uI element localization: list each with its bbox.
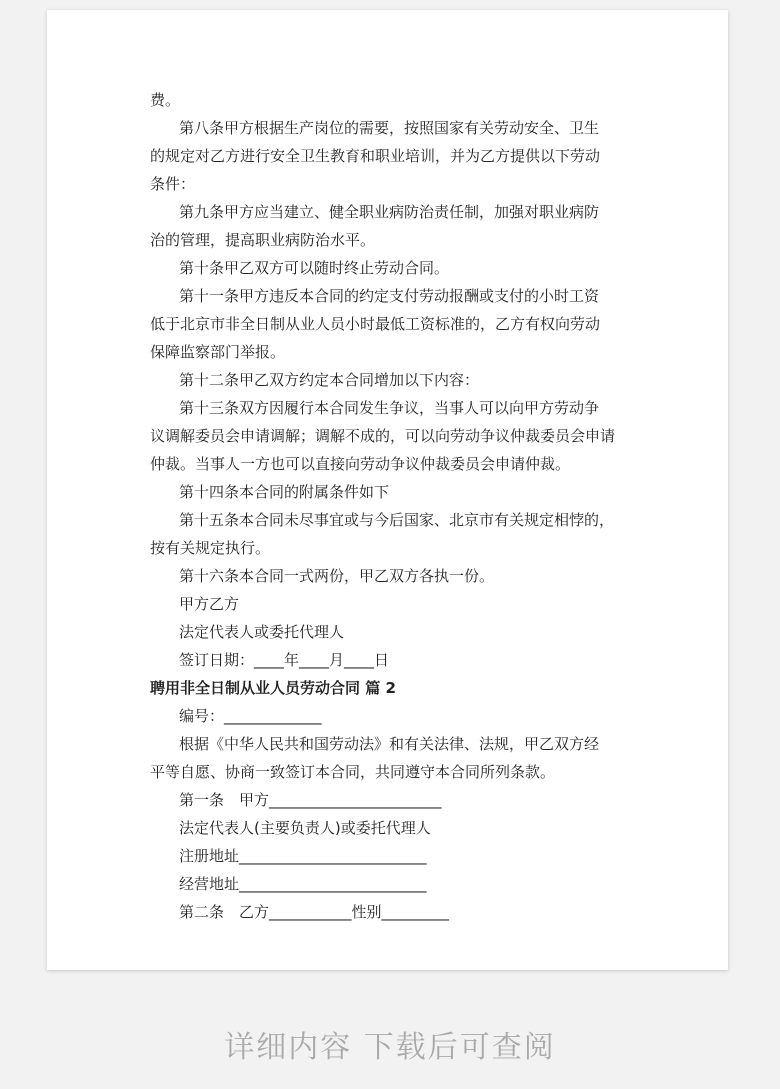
document-line: 编号：_____________ [179,707,322,725]
section-title: 聘用非全日制从业人员劳动合同 篇 2 [150,679,396,697]
document-line: 平等自愿、协商一致签订本合同，共同遵守本合同所列条款。 [150,763,556,781]
document-line: 费。 [150,91,181,109]
document-line: 第八条甲方根据生产岗位的需要，按照国家有关劳动安全、卫生 [179,119,600,137]
document-line: 第十一条甲方违反本合同的约定支付劳动报酬或支付的小时工资 [179,287,600,305]
document-line: 按有关规定执行。 [150,539,271,557]
document-line: 第十条甲乙双方可以随时终止劳动合同。 [179,259,450,277]
document-line: 第二条 乙方___________性别_________ [179,903,450,921]
document-line: 的规定对乙方进行安全卫生教育和职业培训，并为乙方提供以下劳动 [150,147,601,165]
document-line: 第十四条本合同的附属条件如下 [179,483,390,501]
document-line: 第九条甲方应当建立、健全职业病防治责任制，加强对职业病防 [179,203,600,221]
document-line: 第十五条本合同未尽事宜或与今后国家、北京市有关规定相悖的， [179,511,615,529]
document-line: 第十三条双方因履行本合同发生争议，当事人可以向甲方劳动争 [179,399,600,417]
document-line: 签订日期：____年____月____日 [179,651,390,669]
document-line: 低于北京市非全日制从业人员小时最低工资标准的，乙方有权向劳动 [150,315,601,333]
document-line: 甲方乙方 [179,595,240,613]
document-line: 治的管理，提高职业病防治水平。 [150,231,376,249]
download-hint: 详细内容 下载后可查阅 [224,1030,556,1065]
document-line: 仲裁。当事人一方也可以直接向劳动争议仲裁委员会申请仲裁。 [150,455,571,473]
document-line: 第十二条甲乙双方约定本合同增加以下内容： [179,371,480,389]
document-line: 法定代表人或委托代理人 [179,623,345,641]
document-body [150,86,630,926]
document-line: 注册地址_________________________ [179,847,427,865]
document-line: 保障监察部门举报。 [150,343,286,361]
document-line: 议调解委员会申请调解；调解不成的，可以向劳动争议仲裁委员会申请 [150,427,616,445]
document-page [47,10,728,970]
document-line: 条件： [150,175,196,193]
document-line: 法定代表人(主要负责人)或委托代理人 [179,819,431,837]
document-line: 第十六条本合同一式两份，甲乙双方各执一份。 [179,567,495,585]
document-line: 根据《中华人民共和国劳动法》和有关法律、法规，甲乙双方经 [179,735,600,753]
document-line: 第一条 甲方_______________________ [179,791,442,809]
document-line: 经营地址_________________________ [179,875,427,893]
